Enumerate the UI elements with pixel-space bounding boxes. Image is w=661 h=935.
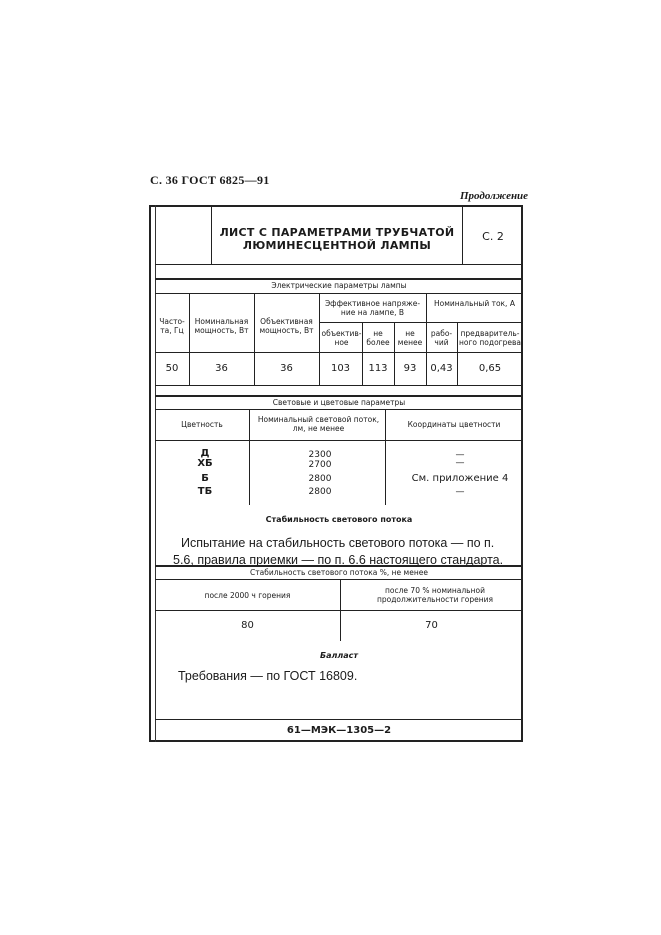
light-vline-1 bbox=[249, 409, 250, 505]
ballast-heading: Балласт bbox=[320, 651, 358, 660]
light-row-3-flux: 2800 bbox=[308, 474, 332, 484]
ballast-text: Требования — по ГОСТ 16809. bbox=[178, 669, 358, 683]
sheet-title: ЛИСТ С ПАРАМЕТРАМИ ТРУБЧАТОЙ ЛЮМИНЕСЦЕНТНОЙ ЛАМПЫ bbox=[219, 226, 455, 252]
light-row-4-flux: 2800 bbox=[308, 487, 332, 497]
light-heading: Световые и цветовые параметры bbox=[272, 398, 406, 407]
col-color: Цветность bbox=[181, 420, 223, 429]
footer-rule bbox=[155, 719, 523, 720]
val-after-70pct: 70 bbox=[425, 620, 438, 631]
val-nominal-power: 36 bbox=[215, 363, 228, 374]
val-voltage-max: 113 bbox=[368, 363, 388, 374]
stability-text: Испытание на стабильность светового потока — по п. 5.6, правила приемки — по п. 6.6 настоящего стандарта. bbox=[173, 536, 504, 567]
light-row-2-flux: 2700 bbox=[308, 460, 332, 470]
electrical-heading: Электрические параметры лампы bbox=[271, 281, 407, 290]
el-header-rule bbox=[155, 352, 523, 353]
col-coords: Координаты цветности bbox=[407, 420, 501, 429]
val-current-work: 0,43 bbox=[430, 363, 453, 374]
light-row-4-color: ТБ bbox=[197, 486, 213, 497]
stability-table-heading: Стабильность светового потока %, не менее bbox=[250, 568, 428, 577]
stability-table-top-rule bbox=[155, 565, 523, 567]
title-divider bbox=[155, 264, 523, 265]
val-after-2000h: 80 bbox=[241, 620, 254, 631]
stability-heading: Стабильность светового потока bbox=[265, 515, 413, 524]
electrical-top-rule bbox=[155, 278, 523, 280]
continuation-label: Продолжение bbox=[460, 190, 529, 202]
val-frequency: 50 bbox=[165, 363, 179, 374]
electrical-heading-rule bbox=[155, 293, 523, 294]
light-row-2-color: ХБ bbox=[197, 458, 213, 469]
val-objective-power: 36 bbox=[280, 363, 293, 374]
page-header: С. 36 ГОСТ 6825—91 bbox=[150, 173, 270, 187]
light-row-3-color: Б bbox=[201, 473, 209, 484]
col-voltage-min: не менее bbox=[397, 329, 423, 347]
light-row-4-coords: — bbox=[455, 487, 465, 497]
light-header-rule bbox=[155, 440, 523, 441]
light-row-1-coords: — bbox=[455, 450, 465, 460]
col-flux: Номинальный световой поток, лм, не менее bbox=[257, 415, 380, 433]
val-voltage-objective: 103 bbox=[330, 363, 351, 374]
col-voltage-objective: объектив-ное bbox=[321, 329, 362, 347]
col-current-work: рабо-чий bbox=[430, 329, 453, 347]
footer-code: 61—МЭК—1305—2 bbox=[286, 725, 392, 736]
val-current-preheat: 0,65 bbox=[478, 363, 502, 374]
light-row-3-coords: См. приложение 4 bbox=[411, 473, 509, 484]
col-after-70pct: после 70 % номинальной продолжительности горения bbox=[376, 586, 494, 604]
col-current-preheat: предваритель-ного подогрева bbox=[458, 329, 521, 347]
sheet-number: С. 2 bbox=[482, 230, 504, 243]
stability-header-rule bbox=[155, 610, 523, 611]
col-voltage: Эффективное напряже-ние на лампе, В bbox=[324, 299, 421, 317]
col-voltage-max: не более bbox=[366, 329, 390, 347]
col-current: Номинальный ток, А bbox=[434, 299, 515, 308]
light-heading-rule bbox=[155, 409, 523, 410]
light-row-1-flux: 2300 bbox=[308, 450, 332, 460]
el-bottom-rule bbox=[155, 385, 523, 386]
light-top-rule bbox=[155, 395, 523, 397]
light-row-2-coords: — bbox=[455, 458, 465, 468]
val-voltage-min: 93 bbox=[403, 363, 417, 374]
col-nominal-power: Номинальная мощность, Вт bbox=[194, 317, 249, 335]
el-subhead-rule bbox=[319, 322, 523, 323]
col-after-2000h: после 2000 ч горения bbox=[204, 591, 291, 600]
stability-heading-rule bbox=[155, 579, 523, 580]
light-row-1-color: Д bbox=[200, 448, 210, 459]
col-frequency: Часто-та, Гц bbox=[159, 317, 185, 335]
col-objective-power: Объективная мощность, Вт bbox=[259, 317, 314, 335]
